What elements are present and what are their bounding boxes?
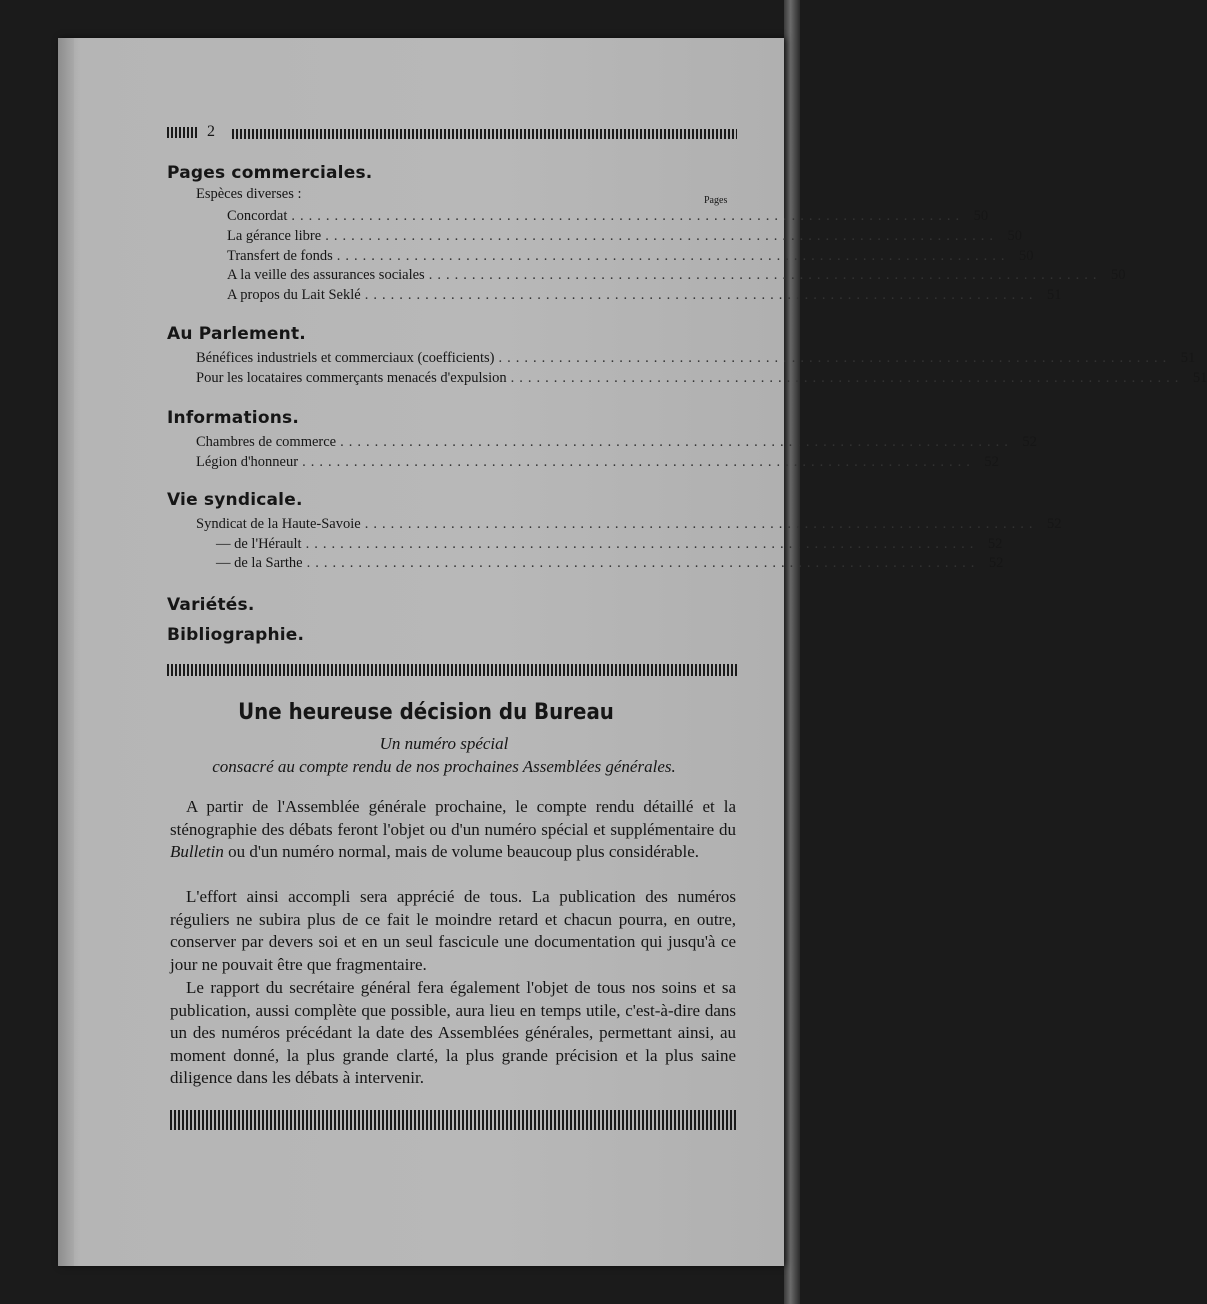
toc-entry bbox=[196, 515, 1062, 533]
toc-entry-label: Légion d'honneur bbox=[196, 454, 299, 470]
page-gutter-shadow bbox=[58, 38, 74, 1266]
leader-dots: .............................................................................. bbox=[325, 228, 998, 244]
article-subtitle: consacré au compte rendu de nos prochaines Assemblées générales. bbox=[212, 757, 676, 776]
leader-dots: .............................................................................. bbox=[305, 536, 979, 552]
toc-entry-page: 52 bbox=[1046, 516, 1062, 532]
toc-entry bbox=[196, 453, 999, 471]
section-title-vie-syndicale: Vie syndicale. bbox=[167, 490, 303, 510]
toc-entry-page: 52 bbox=[987, 536, 1003, 552]
paragraph-text: Le rapport du secrétaire général fera également l'objet de tous nos soins et sa publication, aussi complète que possible, aura lieu en temps utile, c'est-à-dire dans un des numéros précédant la date des Assemblées générales, permettant ainsi, au moment donné, la plus grande clarté, la plus grande précision et la plus saine diligence dans les débats à intervenir. bbox=[170, 978, 736, 1088]
leader-dots: .............................................................................. bbox=[336, 248, 1010, 264]
toc-entry-page: 52 bbox=[1022, 434, 1037, 450]
toc-entry bbox=[227, 266, 1126, 284]
toc-entry-page: 51 bbox=[1180, 350, 1196, 366]
toc-entry-label: A propos du Lait Seklé bbox=[227, 287, 361, 303]
toc-entry-label: Chambres de commerce bbox=[196, 434, 337, 450]
leader-dots: .............................................................................. bbox=[291, 208, 965, 224]
leader-dots: .............................................................................. bbox=[498, 350, 1172, 366]
toc-entry bbox=[227, 227, 1022, 245]
toc-entry-label: Pour les locataires commerçants menacés d'expulsion bbox=[196, 370, 507, 386]
toc-entry-page: 50 bbox=[1007, 228, 1022, 244]
leader-dots: .............................................................................. bbox=[306, 555, 980, 571]
section-title-informations: Informations. bbox=[167, 408, 299, 428]
paragraph-text: A partir de l'Assemblée générale prochaine, le compte rendu détaillé et la sténographie des débats feront l'objet ou d'un numéro spécial et supplémentaire du bbox=[170, 797, 736, 839]
toc-entry-label: Transfert de fonds bbox=[227, 248, 333, 264]
pages-column-heading: Pages bbox=[704, 195, 728, 206]
toc-entry-label: — de l'Hérault bbox=[216, 536, 302, 552]
toc-entry-label: A la veille des assurances sociales bbox=[227, 267, 425, 283]
article-subtitle: Un numéro spécial bbox=[379, 734, 509, 753]
section-title-varietes: Variétés. bbox=[167, 595, 255, 615]
leader-dots: .............................................................................. bbox=[428, 267, 1102, 283]
header-rule bbox=[232, 129, 737, 139]
toc-entry-label: Bénéfices industriels et commerciaux (coefficients) bbox=[196, 350, 495, 366]
leader-dots: .............................................................................. bbox=[364, 287, 1038, 303]
article-paragraph bbox=[170, 796, 736, 864]
leader-dots: .............................................................................. bbox=[364, 516, 1038, 532]
section-title-bibliographie: Bibliographie. bbox=[167, 625, 305, 645]
toc-entry-label: Concordat bbox=[227, 208, 288, 224]
section-title-au-parlement: Au Parlement. bbox=[167, 324, 306, 344]
article-paragraph bbox=[170, 886, 736, 976]
header-ornament bbox=[167, 127, 199, 138]
toc-entry bbox=[227, 207, 989, 225]
toc-entry bbox=[196, 349, 1196, 367]
section-divider-rule bbox=[167, 664, 737, 676]
toc-entry bbox=[216, 535, 1003, 553]
toc-entry-label: Syndicat de la Haute-Savoie bbox=[196, 516, 361, 532]
toc-entry-page: 51 bbox=[1046, 287, 1062, 303]
toc-entry bbox=[196, 369, 1207, 387]
article-title: Une heureuse décision du Bureau bbox=[238, 700, 614, 725]
toc-entry-page: 52 bbox=[984, 454, 999, 470]
toc-entry bbox=[227, 286, 1062, 304]
section-sublabel: Espèces diverses : bbox=[196, 186, 302, 202]
toc-entry bbox=[196, 433, 1037, 451]
leader-dots: .............................................................................. bbox=[340, 434, 1013, 450]
toc-entry-page: 50 bbox=[1110, 267, 1126, 283]
toc-entry bbox=[216, 554, 1004, 572]
toc-entry-page: 50 bbox=[973, 208, 989, 224]
paragraph-emphasis: Bulletin bbox=[170, 842, 224, 862]
section-title-pages-commerciales: Pages commerciales. bbox=[167, 163, 373, 183]
leader-dots: .............................................................................. bbox=[302, 454, 975, 470]
footer-rule bbox=[170, 1110, 736, 1130]
toc-entry-page: 52 bbox=[988, 555, 1004, 571]
page-number: 2 bbox=[207, 123, 215, 140]
toc-entry-label: — de la Sarthe bbox=[216, 555, 303, 571]
binding-spine bbox=[784, 0, 800, 1304]
toc-entry-page: 50 bbox=[1019, 248, 1034, 264]
article-paragraph bbox=[170, 977, 736, 1090]
toc-entry-page: 51 bbox=[1192, 370, 1207, 386]
paragraph-text: L'effort ainsi accompli sera apprécié de tous. La publication des numéros réguliers ne subira plus de ce fait le moindre retard et chacun pourra, en outre, conserver par devers soi et en un seul fascicule une documentation qui jusqu'à ce jour ne pouvait être que fragmentaire. bbox=[170, 887, 736, 974]
toc-entry bbox=[227, 247, 1034, 265]
paragraph-text: ou d'un numéro normal, mais de volume beaucoup plus considérable. bbox=[223, 842, 699, 862]
leader-dots: .............................................................................. bbox=[510, 370, 1184, 386]
toc-entry-label: La gérance libre bbox=[227, 228, 322, 244]
